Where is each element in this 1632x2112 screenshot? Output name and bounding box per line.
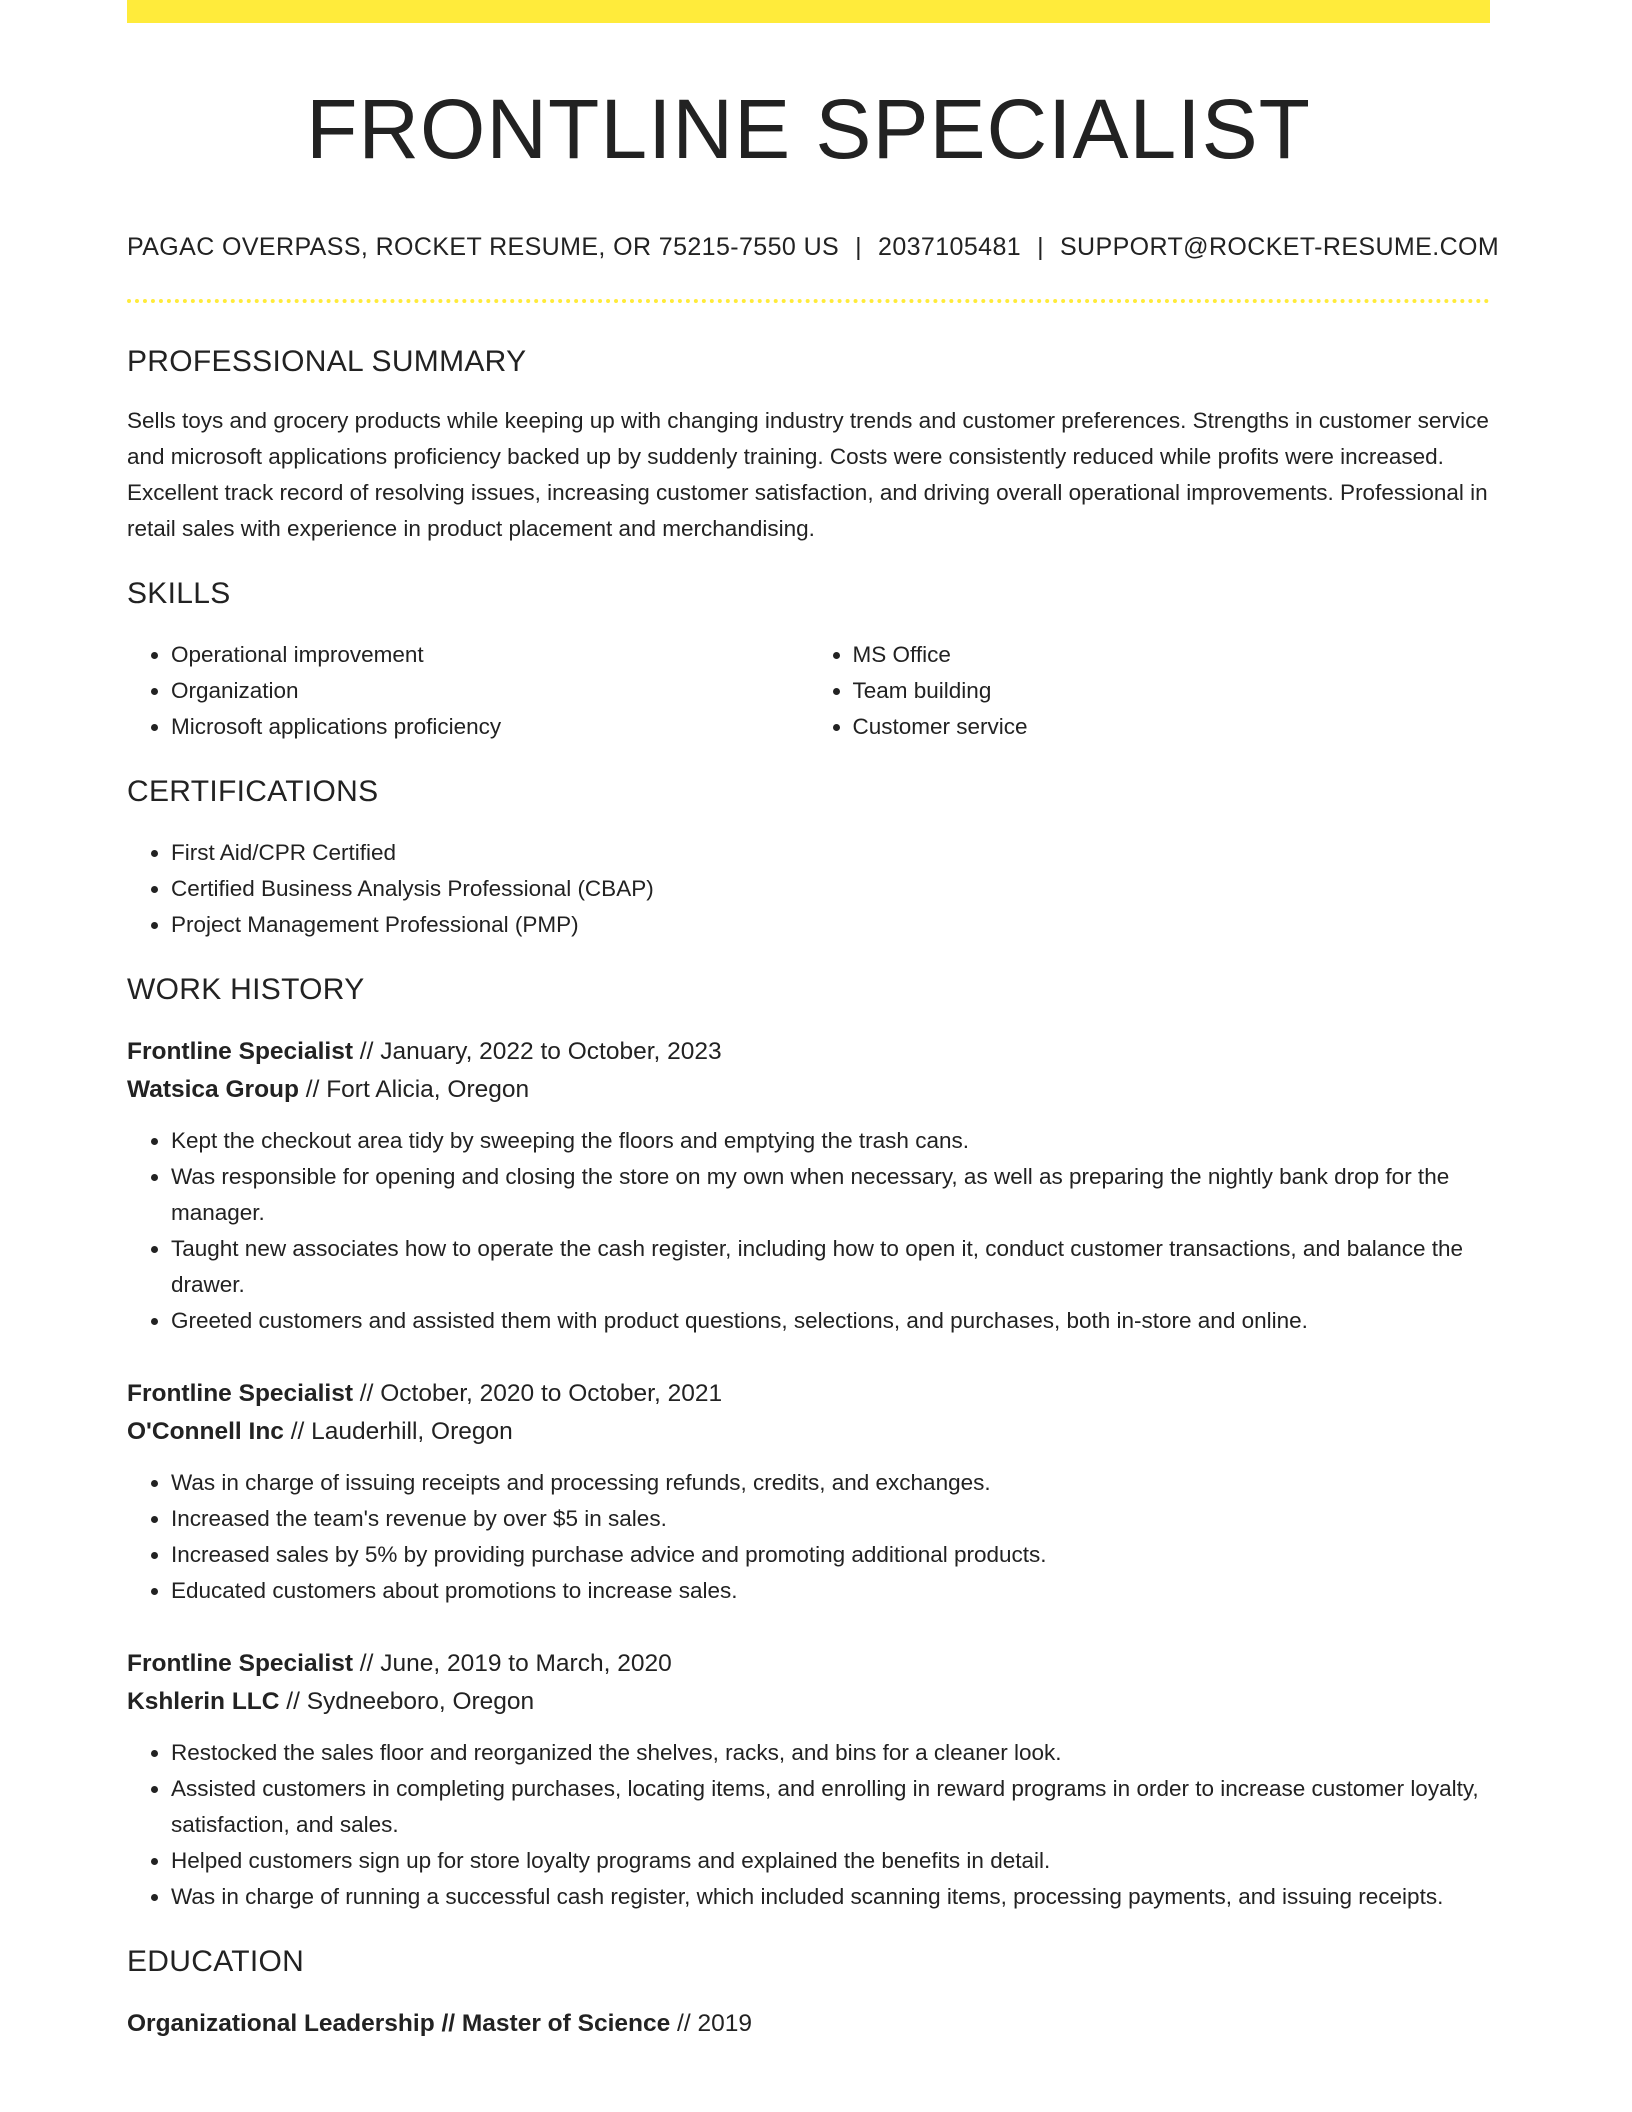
- job-bullet: • Was in charge of issuing receipts and processing refunds, credits, and exchanges.: [171, 1465, 1490, 1501]
- education-heading: EDUCATION: [127, 1945, 305, 1979]
- job-location: // Lauderhill, Oregon: [283, 1418, 513, 1446]
- job-bullet: • Assisted customers in completing purchases, locating items, and enrolling in reward programs in order to increase customer loyalty, satisfaction, and sales.: [171, 1771, 1490, 1843]
- skill-item: • MS Office: [853, 637, 1491, 673]
- summary-text: Sells toys and grocery products while keeping up with changing industry trends and customer preferences. Strengths in customer service and microsoft applications proficiency backed up by suddenly training. Costs were consistently reduced while profits were increased. Excellent track record of resolving issues, increasing customer satisfaction, and driving overall operational improvements. Professional in retail sales with experience in product placement and merchandising.: [127, 408, 1489, 542]
- job-dates: // October, 2020 to October, 2021: [353, 1380, 723, 1408]
- job-company: Kshlerin LLC: [127, 1688, 280, 1716]
- job-bullet: • Helped customers sign up for store loyalty programs and explained the benefits in detail.: [171, 1843, 1490, 1879]
- certifications-list: [127, 835, 1490, 943]
- job-bullet: • Increased sales by 5% by providing purchase advice and promoting additional products.: [171, 1537, 1490, 1573]
- job-company: Watsica Group: [127, 1076, 299, 1104]
- contact-separator: |: [1037, 233, 1044, 262]
- skill-item: • Organization: [171, 673, 809, 709]
- job-title: Frontline Specialist: [127, 1380, 353, 1408]
- job-location: // Fort Alicia, Oregon: [298, 1076, 530, 1104]
- skills-heading: SKILLS: [127, 577, 231, 611]
- contact-phone: 2037105481: [878, 233, 1022, 262]
- job-title-line: [127, 1645, 1490, 1683]
- job-entry: [127, 1645, 1490, 1915]
- skill-item: • Team building: [853, 673, 1491, 709]
- contact-line: [127, 233, 1500, 262]
- skills-list-right: [809, 637, 1491, 745]
- job-title-line: [127, 1375, 1490, 1413]
- accent-bar: [127, 0, 1490, 23]
- skill-item: • Operational improvement: [171, 637, 809, 673]
- job-entry: [127, 1033, 1490, 1339]
- education-entry: [127, 2005, 1490, 2043]
- job-bullet: • Restocked the sales floor and reorganized the shelves, racks, and bins for a cleaner look.: [171, 1735, 1490, 1771]
- contact-address: PAGAC OVERPASS, ROCKET RESUME, OR 75215-7550 US: [127, 233, 840, 262]
- certifications-heading: CERTIFICATIONS: [127, 775, 379, 809]
- job-bullet: • Was in charge of running a successful cash register, which included scanning items, processing payments, and issuing receipts.: [171, 1879, 1490, 1915]
- skill-item: • Microsoft applications proficiency: [171, 709, 809, 745]
- job-bullets: [127, 1735, 1490, 1915]
- job-bullet: • Kept the checkout area tidy by sweeping the floors and emptying the trash cans.: [171, 1123, 1490, 1159]
- skills-grid: [127, 637, 1490, 745]
- contact-separator: |: [855, 233, 863, 262]
- resume-title: FRONTLINE SPECIALIST: [306, 82, 1311, 176]
- job-title: Frontline Specialist: [127, 1650, 353, 1678]
- skill-item: • Customer service: [853, 709, 1491, 745]
- job-title: Frontline Specialist: [127, 1038, 353, 1066]
- job-bullet: • Greeted customers and assisted them with product questions, selections, and purchases, both in-store and online.: [171, 1303, 1490, 1339]
- job-bullet: • Educated customers about promotions to increase sales.: [171, 1573, 1490, 1609]
- job-company-line: [127, 1413, 1490, 1451]
- contact-email[interactable]: SUPPORT@ROCKET-RESUME.COM: [1059, 233, 1500, 262]
- job-bullets: [127, 1123, 1490, 1339]
- education-degree: Organizational Leadership // Master of Science: [127, 2010, 671, 2038]
- job-location: // Sydneeboro, Oregon: [279, 1688, 535, 1716]
- job-company-line: [127, 1683, 1490, 1721]
- resume-page: [127, 0, 1500, 2043]
- education-year: // 2019: [670, 2010, 752, 2038]
- job-entry: [127, 1375, 1490, 1609]
- job-company: O'Connell Inc: [127, 1418, 284, 1446]
- summary-heading: PROFESSIONAL SUMMARY: [127, 345, 527, 379]
- job-dates: // June, 2019 to March, 2020: [353, 1650, 672, 1678]
- job-bullet: • Increased the team's revenue by over $5 in sales.: [171, 1501, 1490, 1537]
- dotted-divider: [127, 299, 1490, 303]
- certification-item: • Project Management Professional (PMP): [171, 907, 1490, 943]
- job-dates: // January, 2022 to October, 2023: [353, 1038, 722, 1066]
- job-bullets: [127, 1465, 1490, 1609]
- certification-item: • Certified Business Analysis Professional (CBAP): [171, 871, 1490, 907]
- certification-item: • First Aid/CPR Certified: [171, 835, 1490, 871]
- work-history-heading: WORK HISTORY: [127, 973, 365, 1007]
- job-bullet: • Was responsible for opening and closing the store on my own when necessary, as well as preparing the nightly bank drop for the manager.: [171, 1159, 1490, 1231]
- job-bullet: • Taught new associates how to operate the cash register, including how to open it, conduct customer transactions, and balance the drawer.: [171, 1231, 1490, 1303]
- skills-list-left: [127, 637, 809, 745]
- job-title-line: [127, 1033, 1490, 1071]
- job-company-line: [127, 1071, 1490, 1109]
